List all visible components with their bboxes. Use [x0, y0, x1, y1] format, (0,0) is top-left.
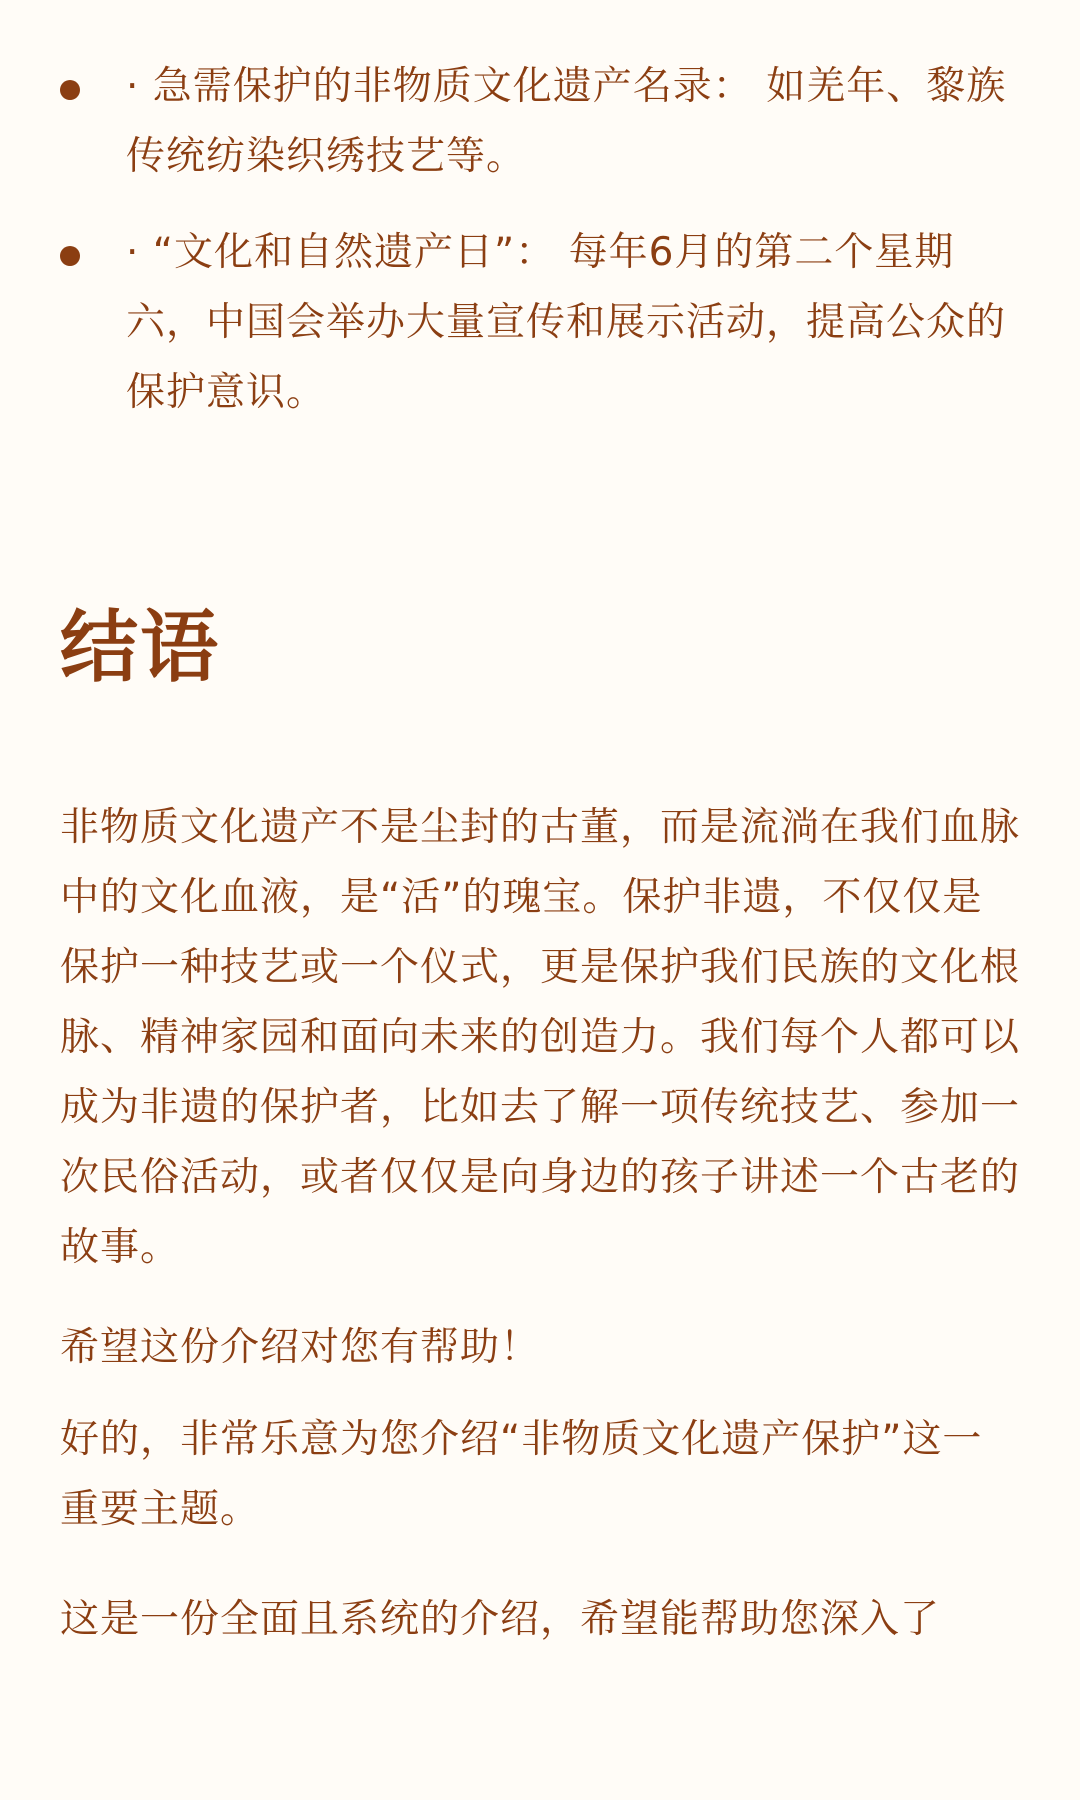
list-item: [60, 52, 1022, 192]
conclusion-paragraph: 非物质文化遗产不是尘封的古董，而是流淌在我们血脉中的文化血液，是“活”的瑰宝。保护非遗，不仅仅是保护一种技艺或一个仪式，更是保护我们民族的文化根脉、精神家园和面向未来的创造力。我们每个人都可以成为非遗的保护者，比如去了解一项传统技艺、参加一次民俗活动，或者仅仅是向身边的孩子讲述一个古老的故事。: [60, 805, 1021, 1270]
bullet-dot-icon: [60, 246, 80, 266]
bullet-text: · 急需保护的非物质文化遗产名录： 如羌年、黎族传统纺染织绣技艺等。: [126, 64, 1007, 179]
list-item: [60, 218, 1022, 428]
intro-paragraph: 这是一份全面且系统的介绍，希望能帮助您深入了: [60, 1597, 941, 1642]
bullet-list: [60, 0, 1022, 428]
hope-paragraph: 希望这份介绍对您有帮助！: [60, 1325, 541, 1370]
section-title: 结语: [60, 603, 221, 693]
bullet-text: · “文化和自然遗产日”： 每年6月的第二个星期六，中国会举办大量宣传和展示活动，提高公众的保护意识。: [126, 230, 1007, 415]
reply-paragraph: 好的，非常乐意为您介绍“非物质文化遗产保护”这一重要主题。: [60, 1417, 983, 1532]
bullet-dot-icon: [60, 80, 80, 100]
